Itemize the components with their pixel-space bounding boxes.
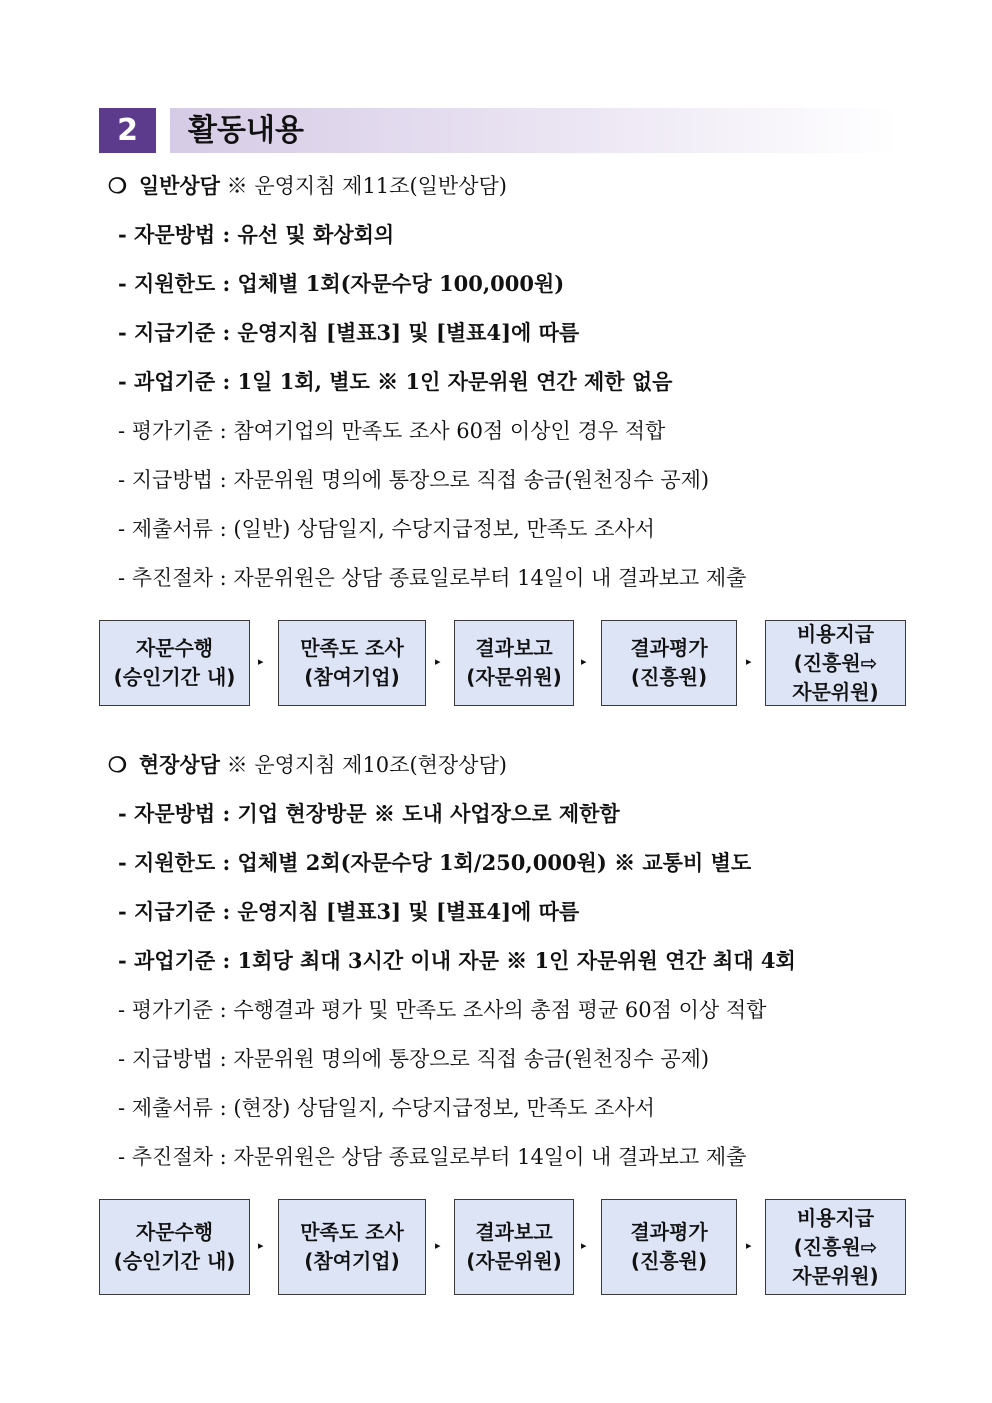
item-value: (현장) 상담일지, 수당지급정보, 만족도 조사서 [233,1096,655,1120]
item-label: - 지원한도 : [118,850,238,875]
item-line [118,368,672,396]
item-label: - 추진절차 : [118,566,234,590]
item-label: - 지원한도 : [118,271,238,296]
item-line [118,849,751,877]
field-process-flow [99,1199,907,1295]
field-heading: 현장상담 [138,752,220,777]
item-value: 1일 1회, 별도 ※ 1인 자문위원 연간 제한 없음 [237,369,673,394]
field-heading-line [108,751,507,779]
item-value: 기업 현장방문 ※ 도내 사업장으로 제한함 [237,801,620,826]
flow-arrow-icon: ▸ [258,1239,264,1252]
flow-step-box: 비용지급 (진흥원⇨ 자문위원) [765,1199,906,1295]
item-value: 운영지침 [별표3] 및 [별표4]에 따름 [237,899,580,924]
general-heading: 일반상담 [138,173,220,198]
item-label: - 과업기준 : [118,369,238,394]
circle-bullet-icon: ❍ [108,752,127,777]
item-line [118,221,394,249]
item-line [118,947,796,975]
item-value: 자문위원 명의에 통장으로 직접 송금(원천징수 공제) [233,468,710,492]
item-label: - 제출서류 : [118,1096,234,1120]
flow-step-box: 결과보고 (자문위원) [454,620,574,706]
flow-step-box: 결과보고 (자문위원) [454,1199,574,1295]
item-value: 1회당 최대 3시간 이내 자문 ※ 1인 자문위원 연간 최대 4회 [237,948,796,973]
item-label: - 지급방법 : [118,1047,234,1071]
flow-step-box: 결과평가 (진흥원) [601,1199,737,1295]
item-line [118,515,655,543]
flow-arrow-icon: ▸ [581,655,587,668]
general-process-flow [99,620,907,706]
item-value: 자문위원은 상담 종료일로부터 14일이 내 결과보고 제출 [233,566,747,590]
item-value: 운영지침 [별표3] 및 [별표4]에 따름 [237,320,580,345]
item-line [118,1045,709,1073]
item-line [118,270,564,298]
item-label: - 자문방법 : [118,801,238,826]
item-line [118,466,709,494]
item-label: - 평가기준 : [118,998,234,1022]
flow-step-box: 자문수행 (승인기간 내) [99,620,250,706]
flow-step-box: 만족도 조사 (참여기업) [278,1199,426,1295]
circle-bullet-icon: ❍ [108,173,127,198]
field-note: ※ 운영지침 제10조(현장상담) [219,753,507,777]
item-line [118,800,620,828]
item-label: - 제출서류 : [118,517,234,541]
item-line [118,898,579,926]
section-header [99,108,899,153]
flow-arrow-icon: ▸ [746,655,752,668]
flow-arrow-icon: ▸ [581,1239,587,1252]
item-line [118,417,665,445]
item-label: - 추진절차 : [118,1145,234,1169]
flow-step-box: 만족도 조사 (참여기업) [278,620,426,706]
flow-arrow-icon: ▸ [258,655,264,668]
item-label: - 지급기준 : [118,899,238,924]
item-label: - 지급방법 : [118,468,234,492]
item-line [118,564,746,592]
item-value: (일반) 상담일지, 수당지급정보, 만족도 조사서 [233,517,655,541]
section-title: 활동내용 [188,113,304,148]
flow-step-box: 비용지급 (진흥원⇨ 자문위원) [765,620,906,706]
flow-arrow-icon: ▸ [746,1239,752,1252]
item-line [118,1143,746,1171]
item-line [118,1094,655,1122]
item-value: 자문위원은 상담 종료일로부터 14일이 내 결과보고 제출 [233,1145,747,1169]
item-label: - 평가기준 : [118,419,234,443]
item-label: - 과업기준 : [118,948,238,973]
flow-arrow-icon: ▸ [435,1239,441,1252]
item-value: 업체별 2회(자문수당 1회/250,000원) ※ 교통비 별도 [237,850,752,875]
item-value: 수행결과 평가 및 만족도 조사의 총점 평균 60점 이상 적합 [233,998,767,1022]
flow-step-box: 결과평가 (진흥원) [601,620,737,706]
item-value: 자문위원 명의에 통장으로 직접 송금(원천징수 공제) [233,1047,710,1071]
item-value: 참여기업의 만족도 조사 60점 이상인 경우 적합 [233,419,666,443]
section-number: 2 [99,108,156,153]
flow-arrow-icon: ▸ [435,655,441,668]
item-value: 유선 및 화상회의 [237,222,395,247]
item-value: 업체별 1회(자문수당 100,000원) [237,271,565,296]
item-label: - 지급기준 : [118,320,238,345]
flow-step-box: 자문수행 (승인기간 내) [99,1199,250,1295]
general-note: ※ 운영지침 제11조(일반상담) [219,174,507,198]
general-heading-line [108,172,507,200]
item-line [118,319,579,347]
item-label: - 자문방법 : [118,222,238,247]
item-line [118,996,766,1024]
section-title-band [170,108,899,153]
